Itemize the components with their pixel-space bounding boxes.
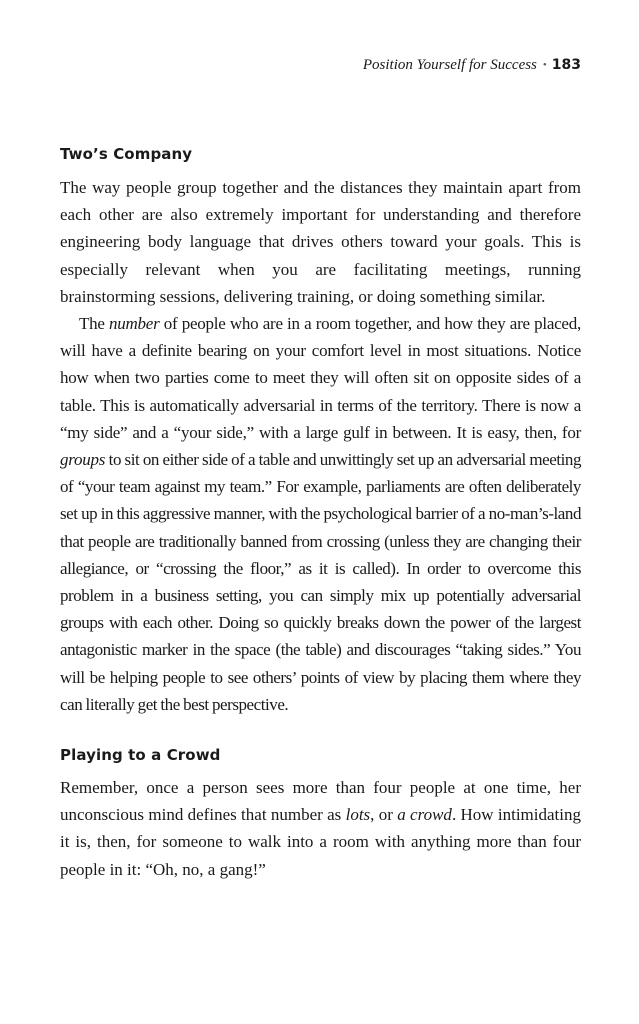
text-run: of people who are in a room together, and how they are placed, will have a definite bearing on your comfort level in most situations. Notice how when two parties come to meet they will often sit on opposite sides of a table. This is automatically adversarial in terms of the territory. There is now a “my side” and a “your side,” with a large gulf in between. It is easy, then, for [60,314,581,442]
bullet-separator: • [542,59,547,71]
paragraph: The way people group together and the distances they maintain apart from each other are also extremely important for understanding and therefore engineering body language that drives others toward your goals. This is especially relevant when you are facilitating meetings, running brainstorming sessions, delivering training, or doing something similar. [60,178,581,306]
emphasis: lots [345,805,371,825]
section-body-playing-to-a-crowd [60,774,581,883]
paragraph [60,774,581,883]
text-run: The [79,314,109,334]
section-heading-playing-to-a-crowd: Playing to a Crowd [60,746,221,764]
section-body-twos-company [60,174,581,718]
running-head-title: Position Yourself for Success [362,57,537,73]
emphasis: a crowd [397,805,452,825]
text-run: Remember, once a person sees more than four people at one time, her unconscious mind defines that number as [60,778,581,825]
paragraph [60,310,581,718]
emphasis: groups [60,450,106,470]
text-run: to sit on either side of a table and unwittingly set up an adversarial meeting of “your team against my team.” For example, parliaments are often deliberately set up in this aggressive manner, with the psychological barrier of a no-man’s-land that people are traditionally banned from crossing (unless they are changing their allegiance, or “crossing the floor,” as it is called). In order to overcome this problem in a business setting, you can simply mix up potentially adversarial groups with each other. Doing so quickly breaks down the power of the largest antagonistic marker in the space (the table) and discourages “taking sides.” You will be helping people to see others’ points of view by placing them where they can literally get the best perspective. [60,450,581,714]
emphasis: number [109,314,160,334]
text-run: . How intimidating it is, then, for someone to walk into a room with anything more than four people in it: “Oh, no, a gang!” [60,805,581,879]
running-head [300,57,581,74]
section-heading-twos-company: Two’s Company [60,145,193,163]
page-number: 183 [551,57,581,73]
text-run: , or [370,805,398,825]
